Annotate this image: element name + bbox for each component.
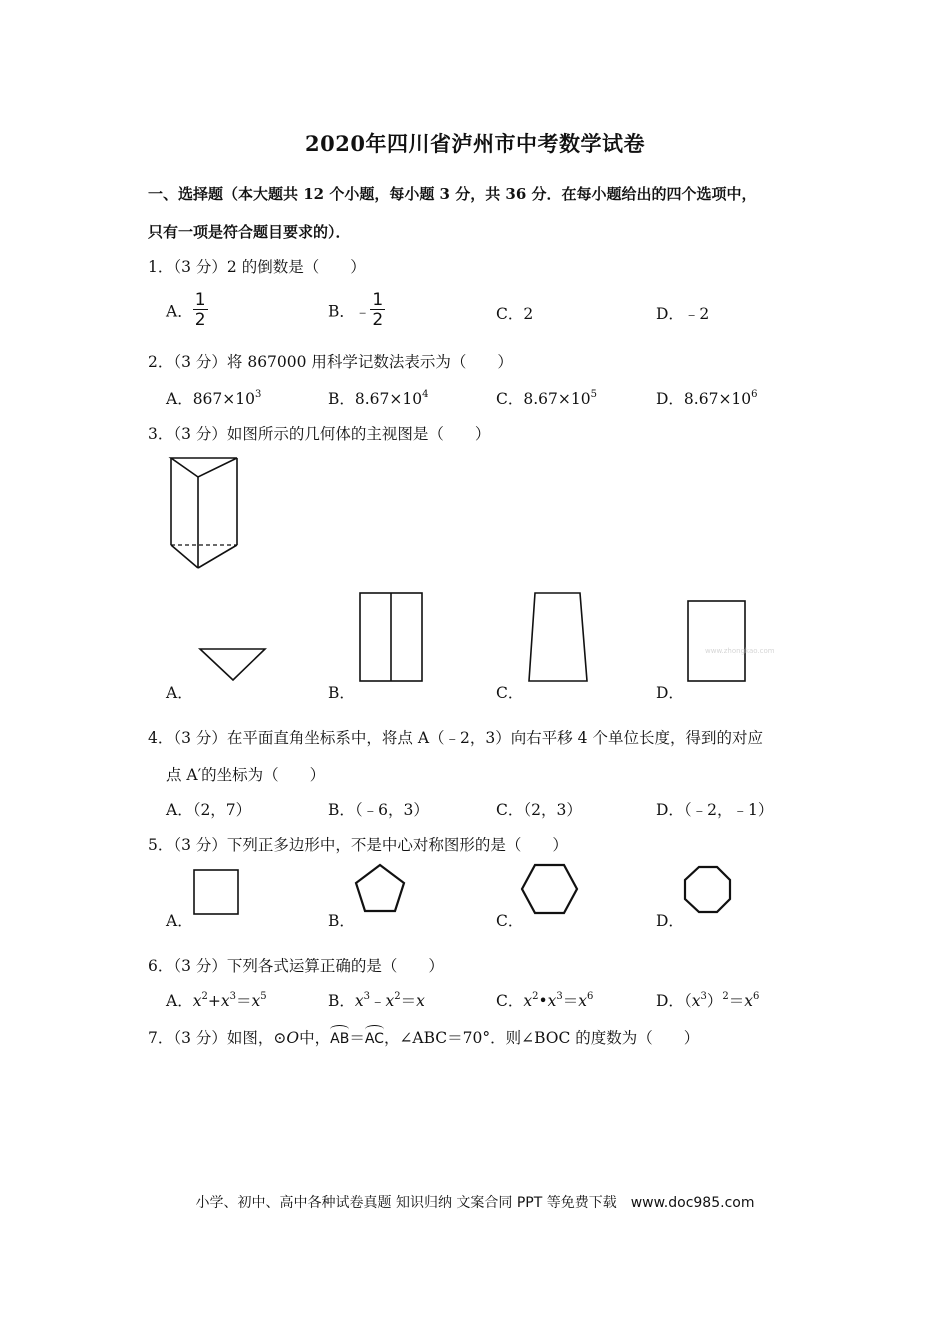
q1-option-b: B．﹣ $\frac{1}{2}$ (328, 290, 384, 330)
question-4-stem-line2: 点 A′的坐标为（ ） (166, 766, 326, 784)
q5-a-square (192, 868, 242, 918)
q3-d-rectangle (685, 598, 775, 686)
q3-option-c: C． (496, 684, 524, 702)
q2-option-d: D．$8.67\times 10^6$ (656, 389, 758, 408)
q3-option-b: B． (328, 684, 355, 702)
q5-option-c: C． (496, 912, 524, 930)
q6-option-b: B．$x^3﹣x^2=x$ (328, 991, 425, 1010)
question-5-stem: 5．（3 分）下列正多边形中，不是中心对称图形的是（ ） (148, 836, 568, 854)
q1-option-d: D．﹣2 (656, 305, 710, 323)
q4-option-d: D．（﹣2，﹣1） (656, 801, 774, 819)
q4-option-c: C．（2，3） (496, 801, 582, 819)
q5-option-a: A． (166, 912, 193, 930)
arc-ac: AC (364, 1031, 384, 1047)
page-title: 2020年四川省泸州市中考数学试卷 (305, 131, 645, 156)
page-footer: 小学、初中、高中各种试卷真题 知识归纳 文案合同 PPT 等免费下载 www.doc985.com (195, 1195, 755, 1211)
q5-option-b: B． (328, 912, 355, 930)
question-1-stem: 1．（3 分）2 的倒数是（ ） (148, 258, 366, 276)
section-heading-line2: 只有一项是符合题目要求的）． (148, 223, 351, 241)
q6-option-d: D．$(x^3)^2=x^6$ (656, 991, 760, 1010)
q3-a-inverted-triangle (195, 645, 270, 685)
question-3-stem: 3．（3 分）如图所示的几何体的主视图是（ ） (148, 425, 491, 443)
q4-option-a: A．（2，7） (166, 801, 252, 819)
q1-a-fraction: $\frac{1}{2}$ (194, 290, 206, 330)
q1-option-c: C．2 (496, 305, 534, 323)
triangular-prism-figure (160, 450, 250, 575)
question-7-stem: 7．（3 分）如图，⊙O中，AB＝AC，∠ABC＝70°．则∠BOC 的度数为（ ） (148, 1029, 700, 1047)
q5-option-d: D． (656, 912, 684, 930)
question-4-stem-line1: 4．（3 分）在平面直角坐标系中，将点 A（﹣2，3）向右平移 4 个单位长度，得到的对应 (148, 729, 763, 747)
q1-b-fraction: $\frac{1}{2}$ (372, 290, 384, 330)
arc-ab: AB (330, 1031, 350, 1047)
q5-c-hexagon (519, 862, 581, 918)
q3-option-d: D． (656, 684, 684, 702)
q6-option-a: A．$x^2+x^3=x^5$ (166, 991, 267, 1010)
q3-option-a: A． (166, 684, 193, 702)
section-heading-line1: 一、选择题（本大题共 12 个小题，每小题 3 分，共 36 分．在每小题给出的四个选项中， (148, 185, 757, 203)
q2-option-b: B．$8.67\times 10^4$ (328, 389, 429, 408)
q2-option-c: C．$8.67\times 10^5$ (496, 389, 597, 408)
q5-d-octagon (682, 864, 734, 916)
question-6-stem: 6．（3 分）下列各式运算正确的是（ ） (148, 957, 444, 975)
q3-b-split-rectangle (355, 590, 430, 685)
q6-option-c: C．$x^2•x^3=x^6$ (496, 991, 594, 1010)
q2-option-a: A．$867\times 10^3$ (166, 389, 262, 408)
q3-watermark: www.zhongkao.com (705, 647, 775, 655)
q1-option-a: A． $\frac{1}{2}$ (166, 290, 206, 330)
question-2-stem: 2．（3 分）将 867000 用科学记数法表示为（ ） (148, 353, 513, 371)
q5-b-pentagon (352, 862, 408, 918)
q4-option-b: B．（﹣6，3） (328, 801, 429, 819)
q3-c-trapezoid (525, 590, 595, 685)
